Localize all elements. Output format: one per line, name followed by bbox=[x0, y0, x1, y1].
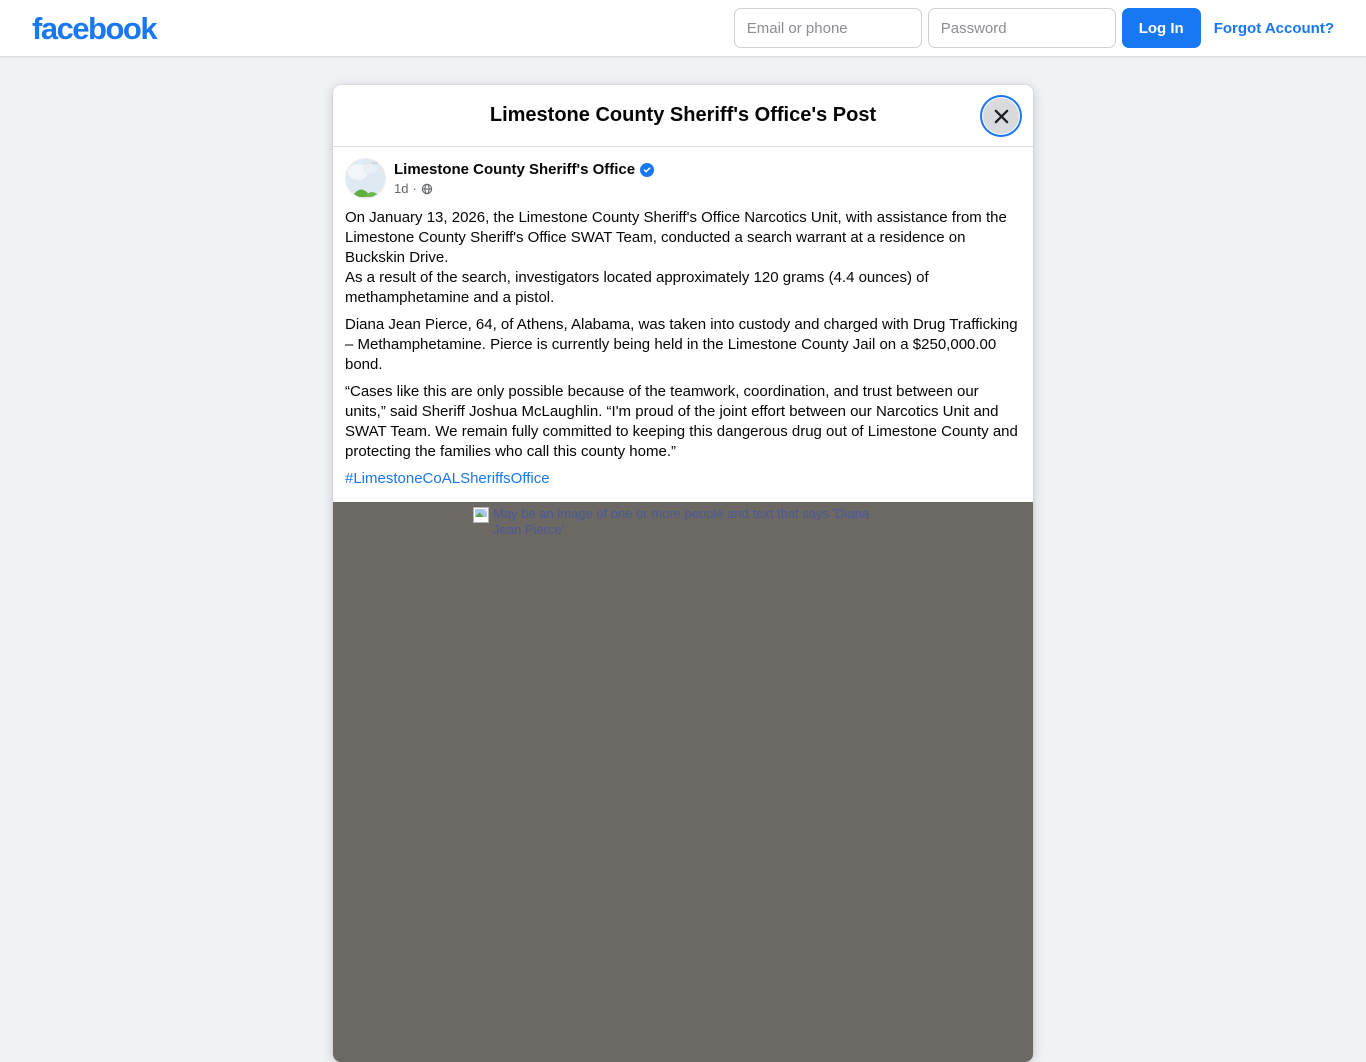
facebook-logo[interactable]: facebook bbox=[32, 10, 157, 46]
broken-avatar-image[interactable] bbox=[345, 158, 386, 199]
top-navigation-bar bbox=[0, 0, 1366, 56]
forgot-account-link[interactable]: Forgot Account? bbox=[1213, 19, 1334, 37]
meta-separator: · bbox=[412, 181, 417, 196]
post-paragraph: “Cases like this are only possible because of the teamwork, coordination, and trust between our units,” said Sheriff Joshua McLaughlin. “I'm proud of the joint effort between our Narcotics Unit and SWAT Team. We remain fully committed to keeping this dangerous drug out of Limestone County and protecting the families who call this county home.” bbox=[345, 383, 1018, 460]
author-link[interactable] bbox=[394, 160, 654, 179]
author-name: Limestone County Sheriff's Office bbox=[394, 161, 636, 178]
post-header-text bbox=[394, 158, 654, 199]
post-header bbox=[333, 147, 1033, 199]
broken-post-image[interactable] bbox=[473, 506, 871, 538]
close-button[interactable] bbox=[983, 98, 1019, 134]
post-paragraph: As a result of the search, investigators located approximately 120 grams (4.4 ounces) of methamphetamine and a pistol. bbox=[345, 269, 929, 306]
post-paragraph: Diana Jean Pierce, 64, of Athens, Alabama, was taken into custody and charged with Drug Trafficking – Methamphetamine. Pierce is currently being held in the Limestone County Jail on a $250,000.00 bond. bbox=[345, 316, 1018, 373]
post-dialog-title: Limestone County Sheriff's Office's Post bbox=[489, 104, 877, 126]
password-input[interactable] bbox=[928, 8, 1116, 48]
globe-icon bbox=[421, 183, 433, 195]
post-dialog-header bbox=[333, 85, 1033, 147]
email-input[interactable] bbox=[734, 8, 922, 48]
broken-image-icon bbox=[473, 507, 489, 523]
post-paragraph: On January 13, 2026, the Limestone County Sheriff's Office Narcotics Unit, with assistance from the Limestone County Sheriff's Office SWAT Team, conducted a search warrant at a residence on Buckskin Drive. bbox=[345, 209, 1007, 266]
verified-badge-icon bbox=[640, 163, 654, 177]
close-icon bbox=[992, 107, 1011, 126]
post-meta bbox=[394, 181, 654, 196]
login-form bbox=[734, 8, 1334, 48]
hashtag-link[interactable]: #LimestoneCoALSheriffsOffice bbox=[345, 470, 550, 487]
image-alt-text: May be an image of one or more people and text that says 'Diana Jean Pierce' bbox=[493, 506, 870, 537]
post-dialog bbox=[333, 85, 1033, 1062]
login-button[interactable]: Log In bbox=[1122, 8, 1201, 48]
post-paragraph bbox=[345, 469, 1021, 489]
post-text bbox=[333, 199, 1033, 502]
post-image-container[interactable] bbox=[333, 502, 1033, 1062]
timestamp-link[interactable]: 1d bbox=[394, 181, 409, 196]
